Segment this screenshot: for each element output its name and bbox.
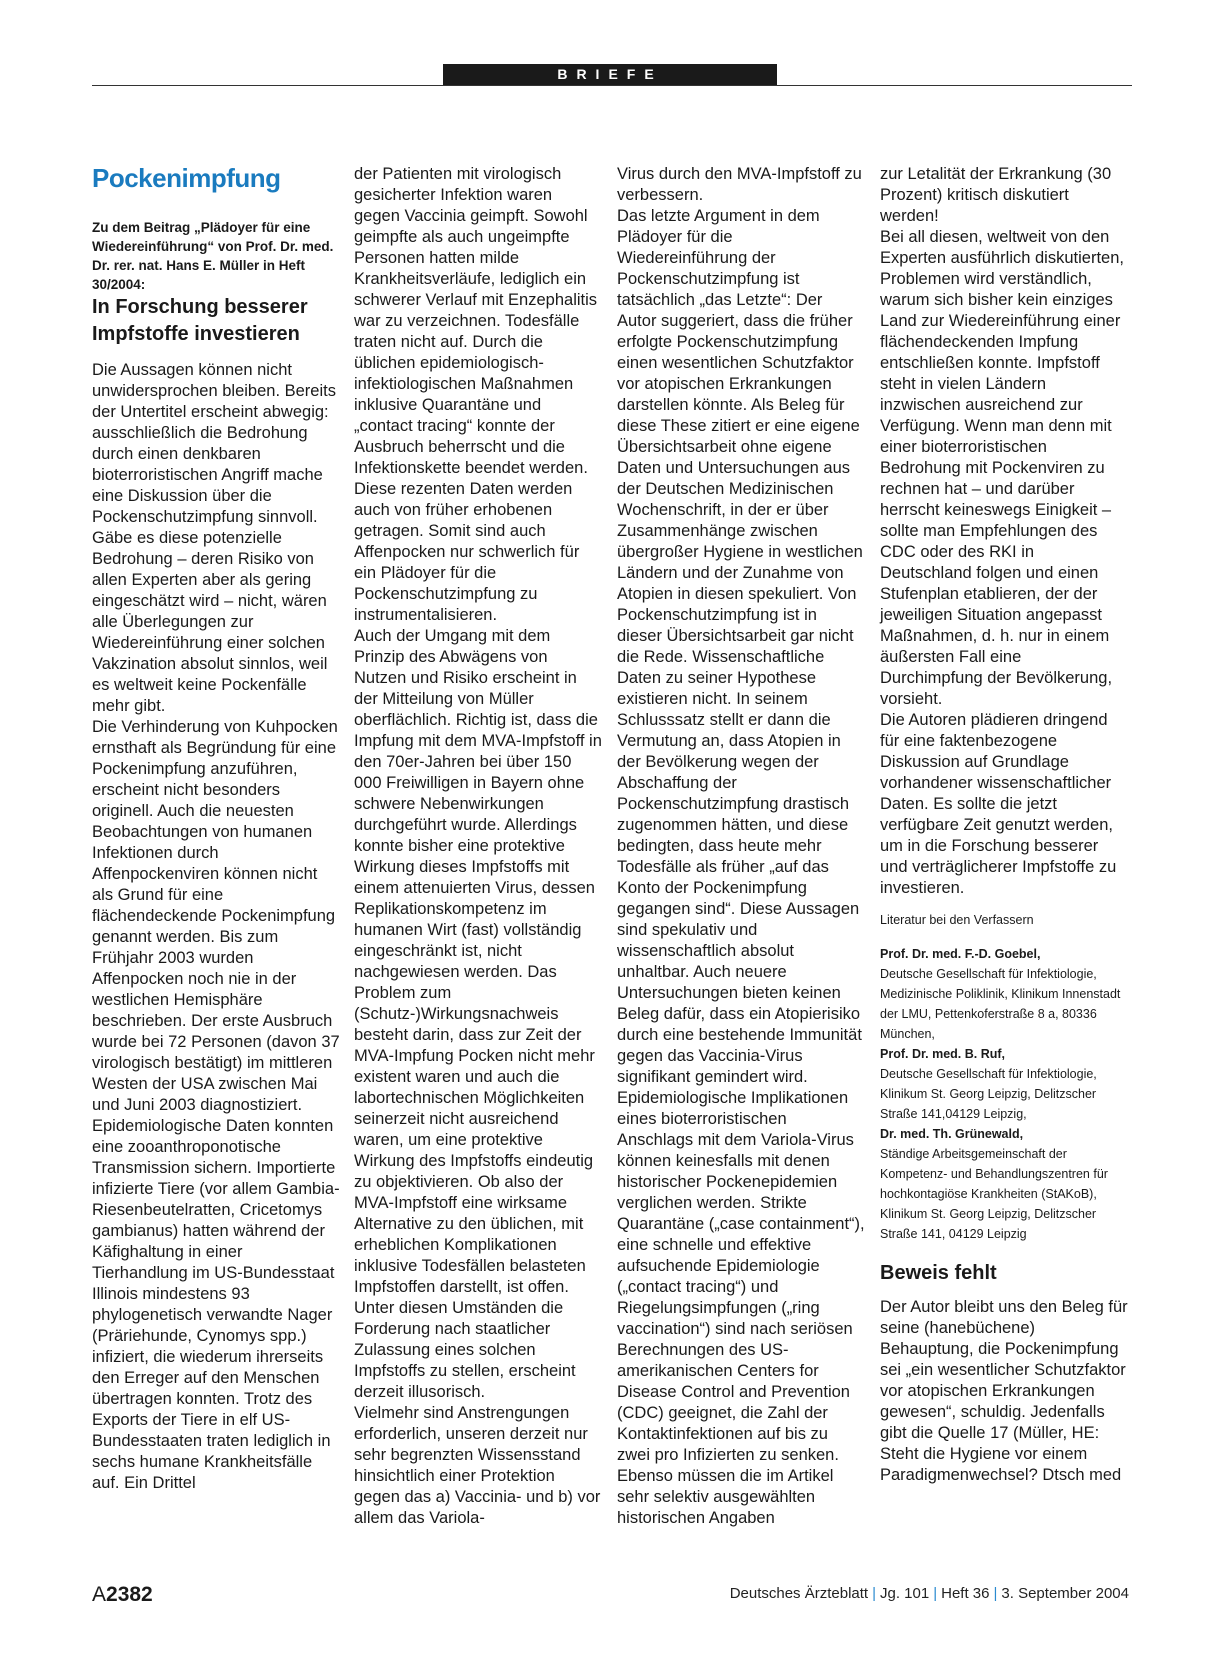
page-number-value: 2382 [106,1583,153,1606]
publication-info [730,1585,1129,1602]
paragraph: Auch der Umgang mit dem Prinzip des Abwägens von Nutzen und Risiko erscheint in der Mitteilung von Müller oberflächlich. Richtig ist, dass die Impfung mit dem MVA-Impfstoff in den 70er-Jahren bei über 150 000 Freiwilligen in Bayern ohne schwere Nebenwirkungen durchgeführt wurde. Allerdings konnte bisher eine protektive Wirkung dieses Impfstoffs mit einem attenuierten Virus, dessen Replikationskompetenz im humanen Wirt (fast) vollständig eingeschränkt ist, nicht nachgewiesen werden. Das Problem zum (Schutz-)Wirkungsnachweis besteht darin, dass zur Zeit der MVA-Impfung Pocken nicht mehr existent waren und auch die labortechnischen Möglichkeiten seinerzeit nicht ausreichend waren, um eine protektive Wirkung des Impfstoffs eindeutig zu objektivieren. Ob also der MVA-Impfstoff eine wirksame Alternative zu den üblichen, mit erheblichen Komplikationen inklusive Todesfällen belasteten Impfstoffen darstellt, ist offen. Unter diesen Umständen die Forderung nach staatlicher Zulassung eines solchen Impfstoffs zu stellen, erscheint derzeit illusorisch. [354,627,602,1401]
paragraph: Die Aussagen können nicht unwidersprochen bleiben. Bereits der Untertitel erscheint abwegig: ausschließlich die Bedrohung durch einen denkbaren bioterroristischen Angriff mache eine Diskussion über die Pockenschutzimpfung sinnvoll. Gäbe es diese potenzielle Bedrohung – deren Risiko von allen Experten aber als gering eingeschätzt wird – nicht, wären alle Überlegungen zur Wiedereinführung einer solchen Vakzination absolut sinnlos, weil es weltweit keine Pockenfälle mehr gibt. [92,361,336,715]
page-number [92,1583,153,1607]
letter-heading: Beweis fehlt [880,1262,997,1284]
header-rule [92,85,1132,86]
author-affiliation: Deutsche Gesellschaft für Infektiologie, Medizinische Poliklinik, Klinikum Innenstadt der LMU, Pettenkoferstraße 8 a, 80336 München, [880,967,1121,1041]
paragraph: Die Verhinderung von Kuhpocken ernsthaft als Begründung für eine Pockenimpfung anzuführen, erscheint nicht besonders originell. Auch die neuesten Beobachtungen von humanen Infektionen durch Affenpockenviren können nicht als Grund für eine flächendeckende Pockenimpfung genannt werden. Bis zum Frühjahr 2003 wurden Affenpocken noch nie in der westlichen Hemisphäre beschrieben. Der erste Ausbruch wurde bei 72 Personen (davon 37 virologisch bestätigt) im mittleren Westen der USA zwischen Mai und Juni 2003 diagnostiziert. Epidemiologische Daten konnten eine zooanthroponotische Transmission sichern. Importierte infizierte Tiere (vor allem Gambia-Riesenbeutelratten, Cricetomys gambianus) hatten während der Käfighaltung in einer Tierhandlung im US-Bundesstaat Illinois mindestens 93 phylogenetisch verwandte Nager (Präriehunde, Cynomys spp.) infiziert, die wiederum ihrerseits den Erreger auf den Menschen übertragen konnten. Trotz des Exports der Tiere in elf US-Bundesstaaten traten lediglich in sechs humane Krankheitsfälle auf. Ein Drittel [92,718,340,1492]
paragraph: Epidemiologische Implikationen eines bioterroristischen Anschlags mit dem Variola-Virus können keinesfalls mit denen historischer Pockenepidemien verglichen werden. Strikte Quarantäne („case containment“), eine schnelle und effektive aufsuchende Epidemiologie („contact tracing“) und Riegelungsimpfungen („ring vaccination“) sind nach seriösen Berechnungen des US-amerikanischen Centers for Disease Control and Prevention (CDC) geeignet, die Zahl der Kontaktinfektionen auf bis zu zwei pro Infizierten zu senken. Ebenso müssen die im Artikel sehr selektiv ausgewählten historischen Angaben [617,1089,865,1527]
separator: | [872,1585,876,1602]
paragraph: zur Letalität der Erkrankung (30 Prozent) kritisch diskutiert werden! [880,165,1112,225]
author-name: Prof. Dr. med. B. Ruf, [880,1047,1006,1061]
author-affiliation: Deutsche Gesellschaft für Infektiologie, Klinikum St. Georg Leipzig, Delitzscher Straße 141,04129 Leipzig, [880,1067,1097,1121]
paragraph: Die Autoren plädieren dringend für eine faktenbezogene Diskussion auf Grundlage vorhandener wissenschaftlicher Daten. Es sollte die jetzt verfügbare Zeit genutzt werden, um in die Forschung besserer und verträglicherer Impfstoffe zu investieren. [880,711,1117,897]
paragraph: Der Autor bleibt uns den Beleg für seine (hanebüchene) Behauptung, die Pockenimpfung sei „ein wesentlicher Schutzfaktor vor atopischen Erkrankungen gewesen“, schuldig. Jedenfalls gibt die Quelle 17 (Müller, HE: Steht die Hygiene vor einem Paradigmenwechsel? Dtsch med [880,1298,1128,1484]
author-block [880,944,1128,1244]
separator: | [933,1585,938,1602]
paragraph: Das letzte Argument in dem Plädoyer für die Wiedereinführung der Pockenschutzimpfung ist tatsächlich „das Letzte“: Der Autor suggeriert, dass die früher erfolgte Pockenschutzimpfung einen wesentlichen Schutzfaktor vor atopischen Erkrankungen darstellen könnte. Als Beleg für diese These zitiert er eine eigene Übersichtsarbeit ohne eigene Daten und Untersuchungen aus der Deutschen Medizinischen Wochenschrift, in der er über Zusammenhänge zwischen übergroßer Hygiene in westlichen Ländern und der Zunahme von Atopien in diesen spekuliert. Von Pockenschutzimpfung ist in dieser Übersichtsarbeit gar nicht die Rede. Wissenschaftliche Daten zu seiner Hypothese existieren nicht. In seinem Schlusssatz stellt er dann die Vermutung an, dass Atopien in der Bevölkerung wegen der Abschaffung der Pockenschutzimpfung drastisch zugenommen hätten, und diese bedingten, dass heute mehr Todesfälle als früher „auf das Konto der Pockenimpfung gegangen sind“. Diese Aussagen sind spekulativ und wissenschaftlich absolut unhaltbar. Auch neuere Untersuchungen bieten keinen Beleg dafür, dass ein Atopierisiko durch eine bestehende Immunität gegen das Vaccinia-Virus signifikant gemindert wird. [617,207,863,1086]
separator: | [993,1585,998,1602]
date: 3. September 2004 [1001,1585,1129,1602]
issue: Heft 36 [941,1585,990,1602]
author-affiliation: Ständige Arbeitsgemeinschaft der Kompetenz- und Behandlungszentren für hochkontagiöse Krankheiten (StAKoB), Klinikum St. Georg Leipzig, Delitzscher Straße 141, 04129 Leipzig [880,1147,1108,1241]
article-title: Pockenimpfung [92,163,281,193]
paragraph: der Patienten mit virologisch gesicherter Infektion waren gegen Vaccinia geimpft. Sowohl geimpfte als auch ungeimpfte Personen hatten milde Krankheitsverläufe, lediglich ein schwerer Verlauf mit Enzephalitis war zu verzeichnen. Todesfälle traten nicht auf. Durch die üblichen epidemiologisch-infektiologischen Maßnahmen inklusive Quarantäne und „contact tracing“ konnte der Ausbruch beherrscht und die Infektionskette beendet werden. Diese rezenten Daten werden auch von früher erhobenen getragen. Somit sind auch Affenpocken nur schwerlich für ein Plädoyer für die Pockenschutzimpfung zu instrumentalisieren. [354,165,598,624]
author-name: Prof. Dr. med. F.-D. Goebel, [880,947,1041,961]
article-subhead: In Forschung besserer Impfstoffe investieren [92,296,308,345]
journal-name: Deutsches Ärzteblatt [729,1585,869,1602]
column-2 [354,164,602,1529]
paragraph: Vielmehr sind Anstrengungen erforderlich, unseren derzeit nur sehr begrenzten Wissensstand hinsichtlich einer Protektion gegen das a) Vaccinia- und b) vor allem das Variola- [354,1404,601,1527]
volume: Jg. 101 [880,1585,930,1602]
column-1 [92,164,340,1494]
column-4 [880,164,1128,1486]
page-prefix: A [92,1583,107,1606]
article-intro: Zu dem Beitrag „Plädoyer für eine Wiedereinführung“ von Prof. Dr. med. Dr. rer. nat. Hans E. Müller in Heft 30/2004: [92,220,334,292]
section-header: BRIEFE [443,64,777,85]
column-3 [617,164,865,1529]
paragraph: Bei all diesen, weltweit von den Experten ausführlich diskutierten, Problemen wird verständlich, warum sich bisher kein einziges Land zur Wiedereinführung einer flächendeckenden Impfung entschließen konnte. Impfstoff steht in vielen Ländern inzwischen ausreichend zur Verfügung. Wenn man denn mit einer bioterroristischen Bedrohung mit Pockenviren zu rechnen hat – und darüber herrscht keineswegs Einigkeit – sollte man Empfehlungen des CDC oder des RKI in Deutschland folgen und einen Stufenplan etablieren, der der jeweiligen Situation angepasst Maßnahmen, d. h. nur in einem äußersten Fall eine Durchimpfung der Bevölkerung, vorsieht. [880,228,1124,708]
literature-note: Literatur bei den Verfassern [880,913,1034,927]
author-name: Dr. med. Th. Grünewald, [880,1127,1024,1141]
paragraph: Virus durch den MVA-Impfstoff zu verbessern. [617,165,862,204]
